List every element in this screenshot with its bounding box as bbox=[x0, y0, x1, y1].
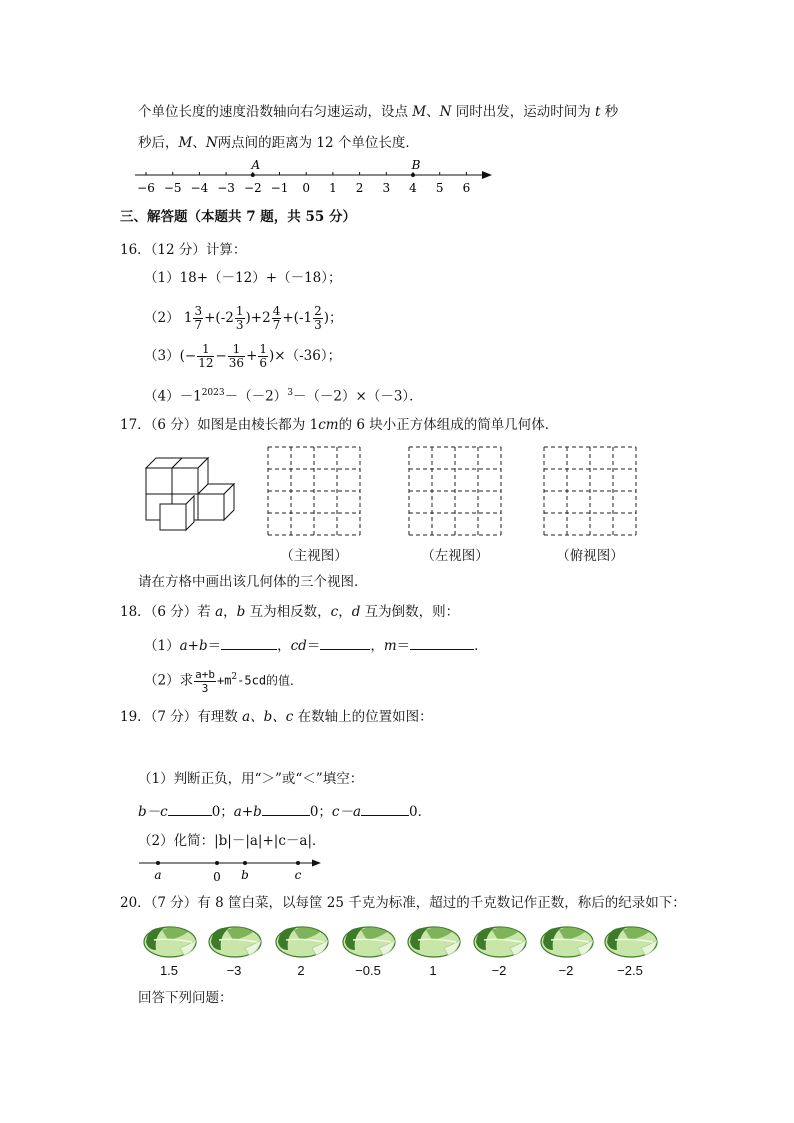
tick-label: −3 bbox=[217, 181, 235, 195]
q16-part2: （2） 1 $\frac{3}{7}$ +(-2 $\frac{1}{3}$ )+2 $\frac{4}{7}$ +(-1 $\frac{2}{3}$ )； bbox=[144, 304, 343, 332]
front-view-grid[interactable] bbox=[266, 445, 362, 537]
tick-label: 0 bbox=[302, 181, 311, 195]
tick-label: −6 bbox=[137, 181, 155, 195]
point-b bbox=[243, 861, 247, 865]
q17-instruction: 请在方格中画出该几何体的三个视图． bbox=[138, 574, 368, 590]
tick-label: −5 bbox=[163, 181, 182, 195]
cabbage-weight-label: −0.5 bbox=[355, 963, 381, 978]
cabbage-weight-label: −3 bbox=[226, 963, 242, 978]
tick-label: −2 bbox=[243, 181, 262, 195]
left-view-caption: （左视图） bbox=[421, 548, 489, 564]
tick-label: 1 bbox=[329, 181, 337, 195]
q19-part1: （1）判断正负，用“＞”或“＜”填空： bbox=[138, 771, 364, 787]
point-A-label: A bbox=[251, 158, 261, 172]
q17-heading: 17．（6 分）如图是由棱长都为 1cm的 6 块小正方体组成的简单几何体． bbox=[120, 417, 559, 433]
point-B-label: B bbox=[411, 158, 421, 172]
tick-label: 6 bbox=[462, 181, 471, 195]
point-a bbox=[156, 861, 160, 865]
point-A-dot bbox=[251, 173, 255, 177]
tick-label: −1 bbox=[270, 181, 289, 195]
q16-part3: （3）(− $\frac{1}{12}$ − $\frac{1}{36}$ + $\frac{1}{6}$ )×（-36）； bbox=[144, 342, 342, 370]
number-line-2 bbox=[135, 854, 335, 884]
cabbage-icon bbox=[205, 918, 263, 962]
cabbage-icon bbox=[140, 918, 198, 962]
answer-blank-c-minus-a[interactable] bbox=[361, 802, 409, 816]
answer-blank-b-minus-c[interactable] bbox=[168, 802, 212, 816]
front-view-caption: （主视图） bbox=[280, 548, 348, 564]
cabbage-icon bbox=[537, 918, 595, 962]
q20-answer-prompt: 回答下列问题： bbox=[138, 990, 233, 1006]
q19-part1-blanks: b－c 0；a+b 0；c－a 0． bbox=[138, 804, 432, 820]
answer-blank-cd[interactable] bbox=[320, 636, 370, 650]
tick-label: 2 bbox=[355, 181, 364, 195]
q18-heading: 18．（6 分）若 a，b 互为相反数，c，d 互为倒数，则： bbox=[120, 604, 460, 620]
section-3-title: 三、解答题（本题共 7 题，共 55 分） bbox=[120, 209, 356, 225]
q19-heading: 19．（7 分）有理数 a、b、c 在数轴上的位置如图： bbox=[120, 709, 433, 725]
cabbage-weight-label: −2 bbox=[558, 963, 574, 978]
point-B-dot bbox=[411, 173, 415, 177]
label-a: a bbox=[154, 868, 162, 882]
cabbage-weight-label: 1.5 bbox=[159, 963, 179, 978]
cabbage-icon bbox=[339, 918, 397, 962]
answer-blank-ab[interactable] bbox=[221, 636, 277, 650]
cabbage-icon bbox=[470, 918, 528, 962]
cabbage-weight-label: 1 bbox=[429, 963, 437, 978]
q16-part1: （1）18+（－12）+（－18）； bbox=[144, 270, 342, 286]
top-view-grid[interactable] bbox=[542, 445, 638, 537]
point-c bbox=[296, 861, 300, 865]
q16-heading: 16．（12 分）计算： bbox=[120, 242, 247, 258]
q18-part1: （1）a+b＝ ，cd＝ ，m＝ ． bbox=[144, 638, 488, 654]
point-zero bbox=[215, 861, 219, 865]
tick-label: 5 bbox=[435, 181, 444, 195]
answer-blank-m[interactable] bbox=[410, 636, 474, 650]
q20-heading: 20．（7 分）有 8 筐白菜，以每筐 25 千克为标准，超过的千克数记作正数，称后的纪录如下： bbox=[120, 895, 686, 911]
tick-label: 3 bbox=[382, 181, 391, 195]
q18-part2: （2）求 $\frac{a+b}{3}$ $+m^2-5cd$的值． bbox=[144, 667, 303, 695]
cube-solid-figure bbox=[136, 452, 236, 532]
q16-part4: $(4)-1^{2023}-(-2)^3-(-2)\times(-3)$． bbox=[144, 388, 423, 405]
number-line-1 bbox=[130, 158, 500, 198]
intro-line-1: 个单位长度的速度沿数轴向右匀速运动，设点 M、N 同时出发，运动时间为 t 秒 bbox=[138, 104, 619, 120]
q19-part2: （2）化简：|b|－|a|+|c－a|． bbox=[138, 833, 326, 849]
label-zero: 0 bbox=[213, 870, 221, 884]
tick-label: −4 bbox=[190, 181, 209, 195]
cabbage-icon bbox=[272, 918, 330, 962]
cabbage-weight-label: −2 bbox=[491, 963, 507, 978]
cabbage-weight-label: −2.5 bbox=[617, 963, 643, 978]
label-b: b bbox=[241, 868, 249, 882]
cabbage-icon bbox=[601, 918, 659, 962]
left-view-grid[interactable] bbox=[407, 445, 503, 537]
label-c: c bbox=[294, 868, 302, 882]
answer-blank-a-plus-b[interactable] bbox=[262, 802, 310, 816]
cabbage-icon bbox=[404, 918, 462, 962]
tick-label: 4 bbox=[409, 181, 417, 195]
intro-line-2: 秒后，M、N两点间的距离为 12 个单位长度． bbox=[138, 135, 419, 151]
top-view-caption: （俯视图） bbox=[556, 548, 624, 564]
cabbage-weight-label: 2 bbox=[297, 963, 305, 978]
